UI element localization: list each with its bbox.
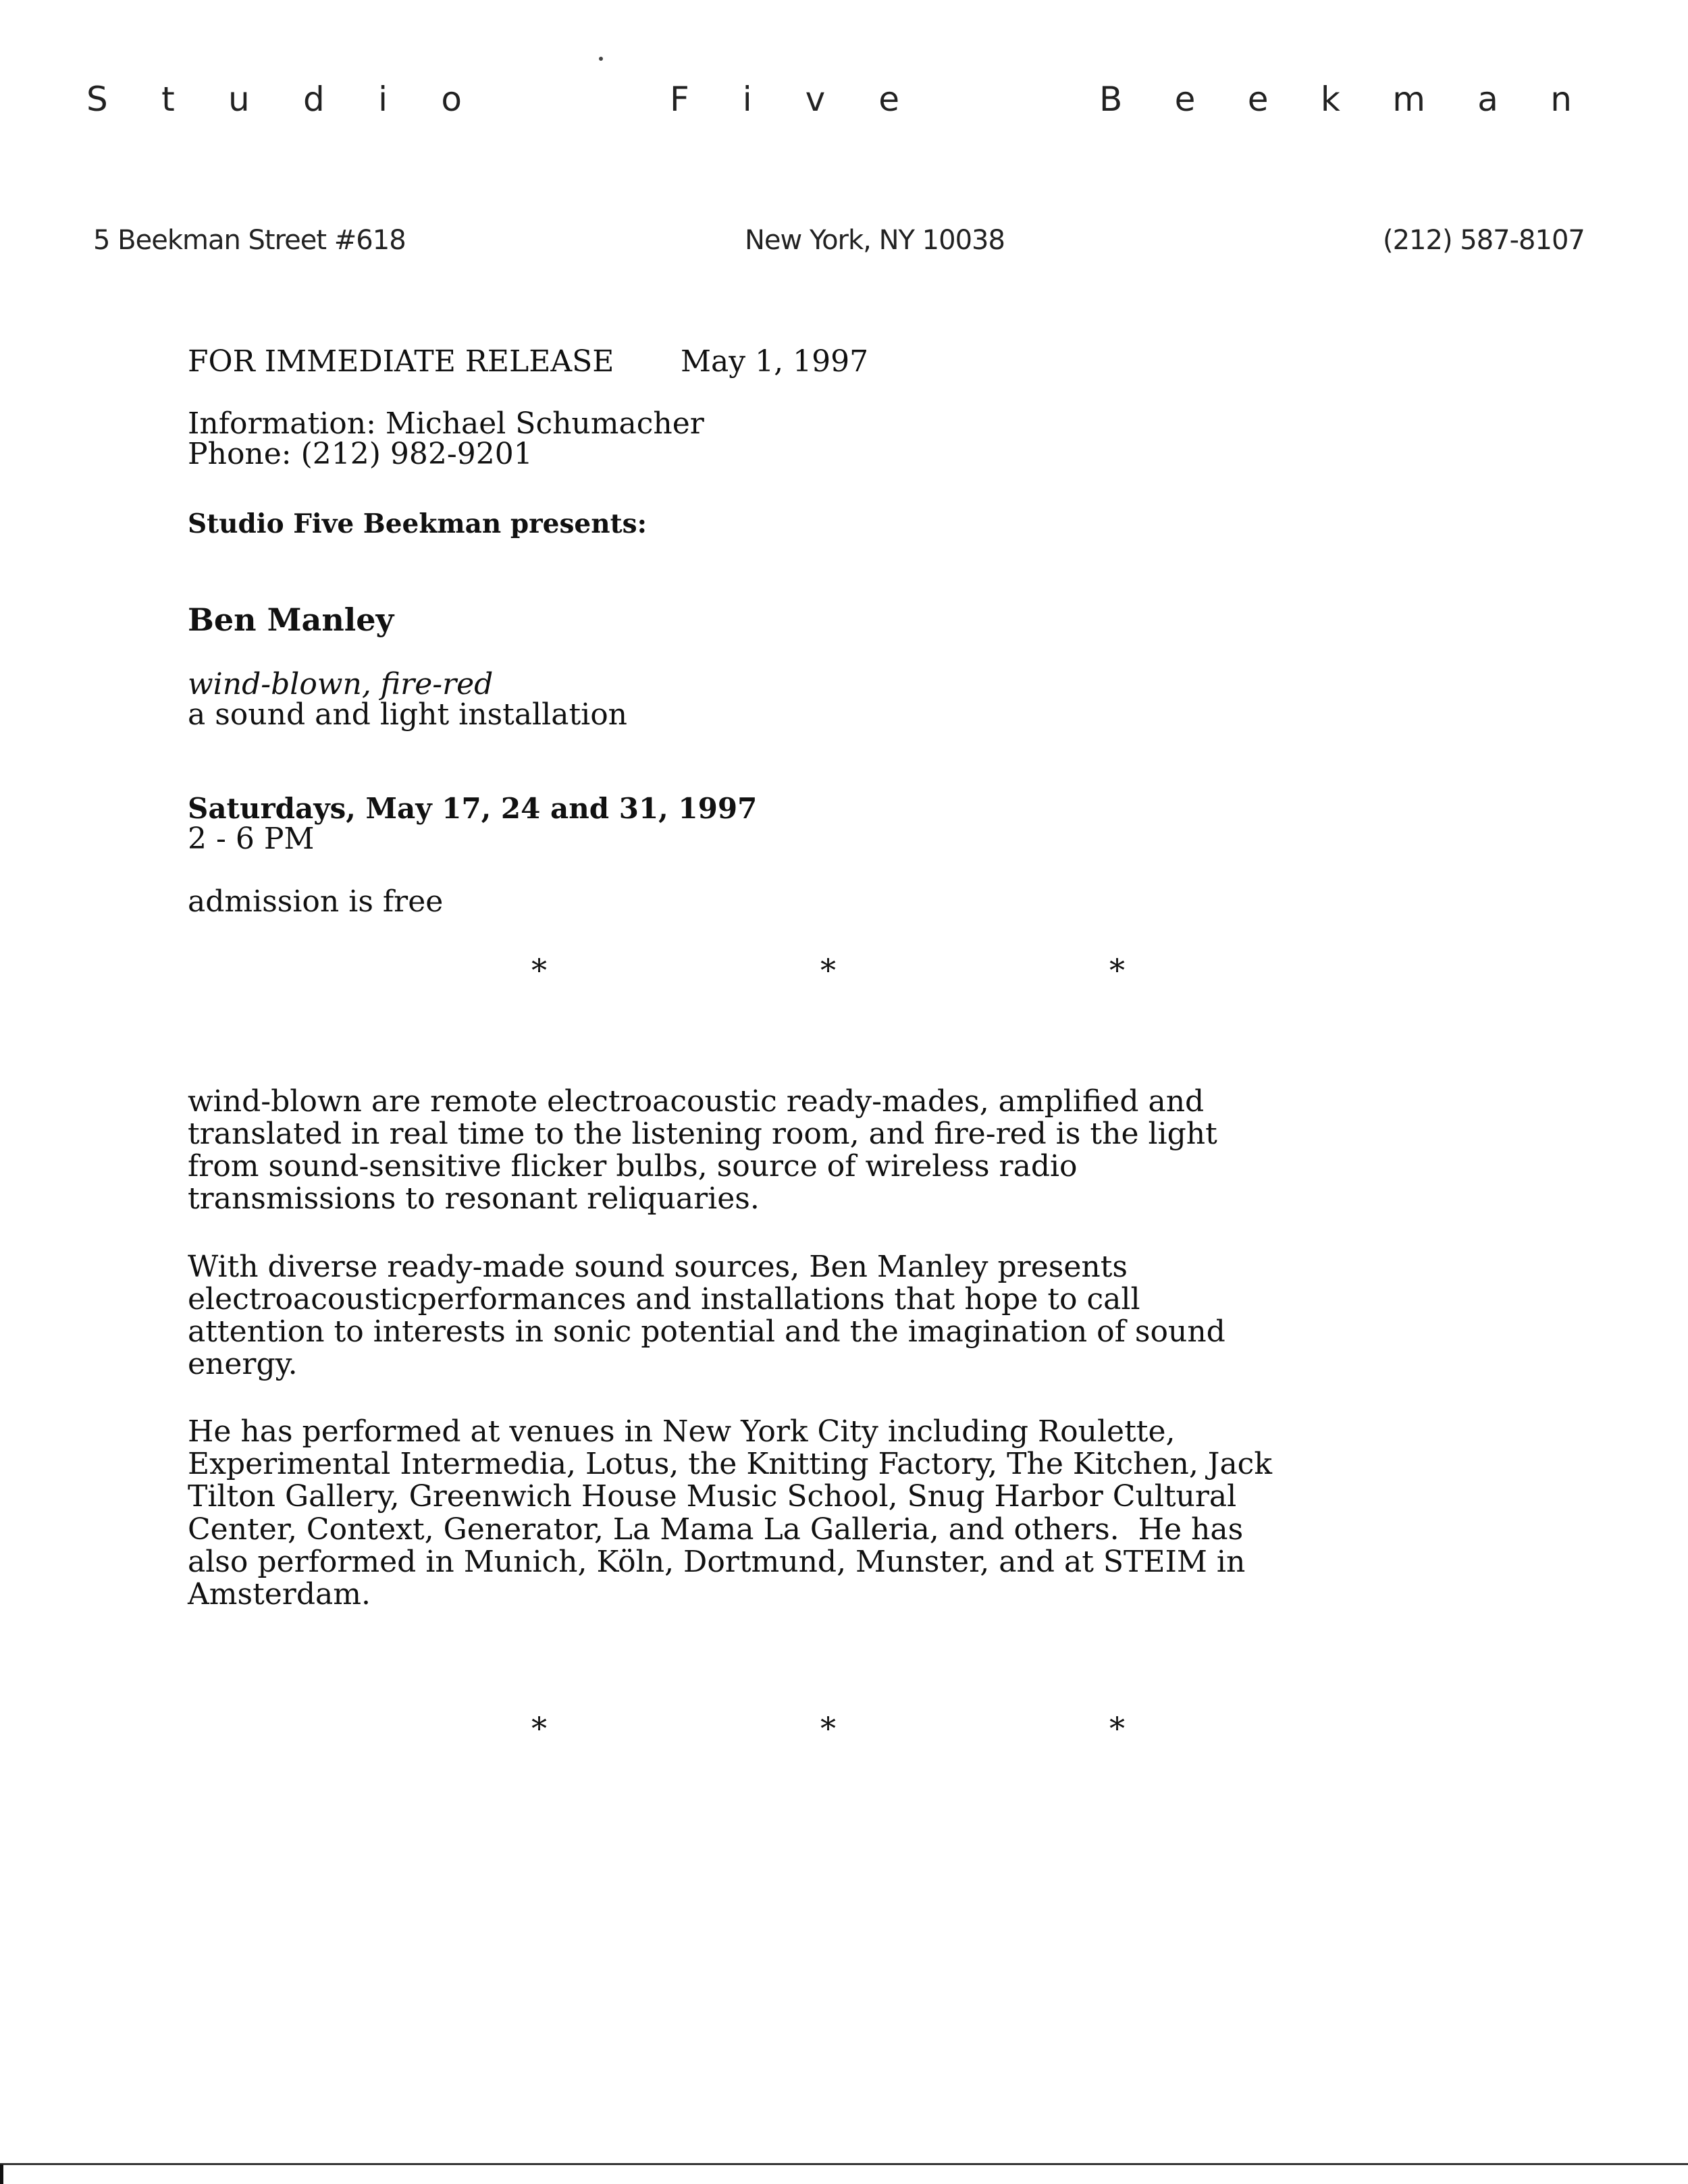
separator-asterisk: * — [1109, 952, 1125, 988]
event-time: 2 - 6 PM — [188, 822, 315, 856]
letterhead-letter: i — [742, 80, 752, 119]
contact-information: Information: Michael Schumacher — [188, 406, 704, 441]
letterhead-letter: o — [441, 80, 462, 119]
letterhead-beekman — [1099, 80, 1572, 119]
work-title: wind-blown, fire-red — [188, 667, 494, 701]
contact-phone: Phone: (212) 982-9201 — [188, 437, 533, 471]
letterhead-letter: n — [1550, 80, 1572, 119]
letterhead-letter: e — [1174, 80, 1196, 119]
separator-asterisk: * — [531, 952, 547, 988]
scan-edge-mark — [0, 2164, 3, 2184]
paragraph-line: translated in real time to the listening room, and fire-red is the light — [188, 1117, 1217, 1151]
letterhead-letter: B — [1099, 80, 1123, 119]
paragraph-line: from sound-sensitive flicker bulbs, source of wireless radio — [188, 1149, 1078, 1183]
paragraph-line: also performed in Munich, Köln, Dortmund, Munster, and at STEIM in — [188, 1545, 1246, 1579]
paragraph-line: Experimental Intermedia, Lotus, the Knitting Factory, The Kitchen, Jack — [188, 1447, 1272, 1481]
letterhead-street-address: 5 Beekman Street #618 — [93, 225, 406, 256]
paragraph-line: transmissions to resonant reliquaries. — [188, 1181, 760, 1216]
paragraph-line: attention to interests in sonic potential and the imagination of sound — [188, 1314, 1225, 1349]
paragraph-line: electroacousticperformances and installations that hope to call — [188, 1282, 1140, 1316]
release-date: May 1, 1997 — [681, 344, 869, 379]
letterhead-letter: t — [161, 80, 175, 119]
letterhead-letter: S — [86, 80, 108, 119]
paragraph-line: Tilton Gallery, Greenwich House Music School, Snug Harbor Cultural — [188, 1479, 1237, 1514]
separator-asterisk: * — [820, 952, 836, 988]
paragraph-line: Amsterdam. — [188, 1577, 371, 1612]
letterhead-letter: k — [1320, 80, 1340, 119]
letterhead-letter: e — [1247, 80, 1269, 119]
letterhead-phone: (212) 587-8107 — [1383, 225, 1585, 256]
artist-name: Ben Manley — [188, 602, 394, 638]
paragraph-line: energy. — [188, 1347, 298, 1381]
letterhead-letter: i — [378, 80, 388, 119]
letterhead-letter: u — [228, 80, 250, 119]
letterhead-letter: m — [1392, 80, 1425, 119]
work-subtitle: a sound and light installation — [188, 697, 628, 732]
paragraph-line: He has performed at venues in New York City including Roulette, — [188, 1414, 1176, 1449]
letterhead-letter: e — [878, 80, 899, 119]
separator-asterisk: * — [531, 1710, 547, 1747]
scan-edge-line — [0, 2163, 1688, 2165]
event-dates: Saturdays, May 17, 24 and 31, 1997 — [188, 792, 758, 825]
scan-speck — [599, 57, 603, 61]
admission-note: admission is free — [188, 884, 444, 919]
letterhead-studio — [86, 80, 462, 119]
letterhead-five — [670, 80, 899, 119]
separator-asterisk: * — [820, 1710, 836, 1747]
letterhead-letter: a — [1477, 80, 1498, 119]
letterhead-letter: v — [805, 80, 826, 119]
letterhead-letter: F — [670, 80, 689, 119]
release-header: FOR IMMEDIATE RELEASE — [188, 344, 614, 379]
letterhead-city-state: New York, NY 10038 — [745, 225, 1005, 256]
separator-asterisk: * — [1109, 1710, 1125, 1747]
paragraph-line: Center, Context, Generator, La Mama La Galleria, and others. He has — [188, 1512, 1244, 1547]
paragraph-line: wind-blown are remote electroacoustic ready-mades, amplified and — [188, 1084, 1205, 1119]
paragraph-line: With diverse ready-made sound sources, Ben Manley presents — [188, 1250, 1128, 1284]
letterhead-letter: d — [303, 80, 325, 119]
presents-line: Studio Five Beekman presents: — [188, 508, 647, 539]
